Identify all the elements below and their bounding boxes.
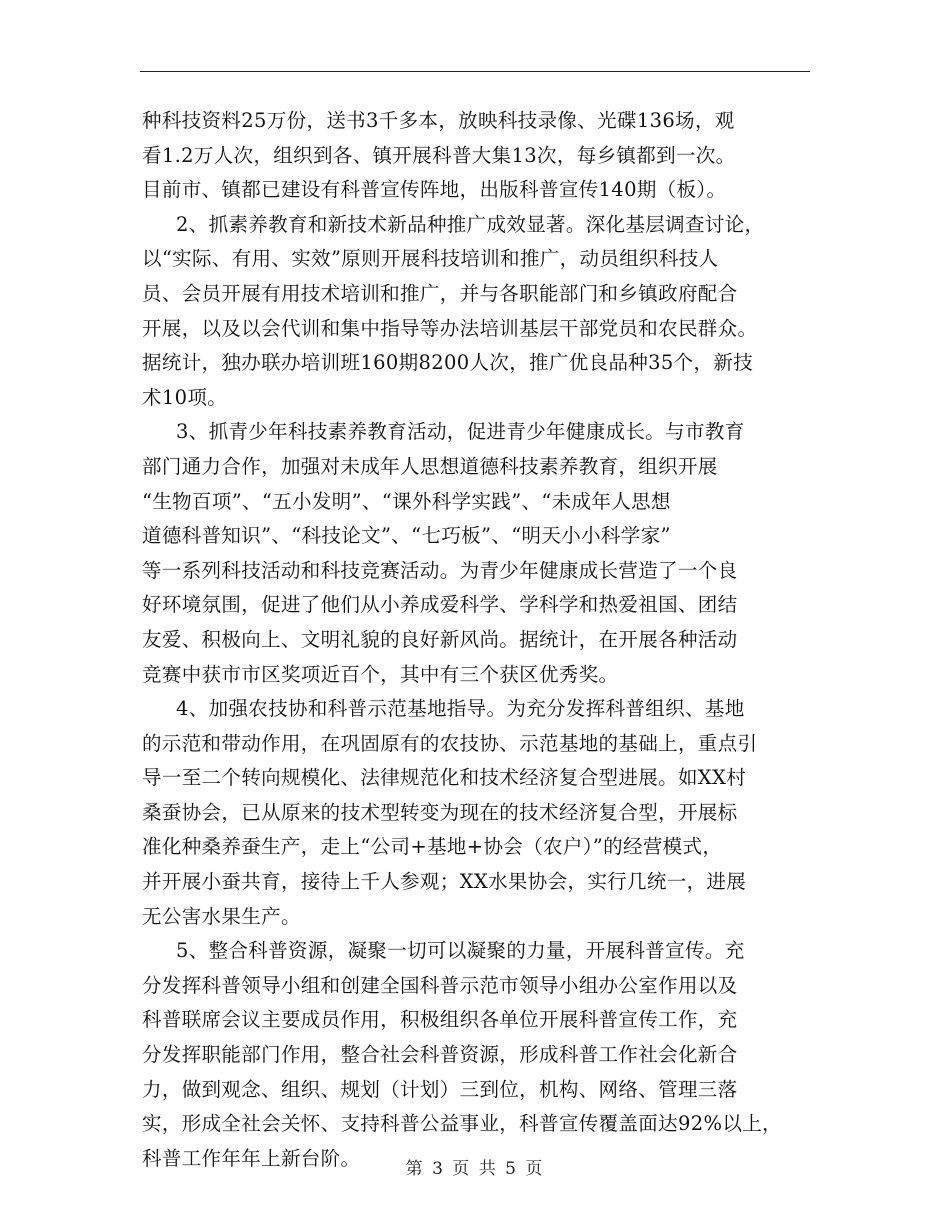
text-line: 导一至二个转向规模化、法律规范化和技术经济复合型进展。如XX村 bbox=[142, 766, 747, 790]
text-line: 据统计，独办联办培训班160期8200人次，推广优良品种35个，新技 bbox=[142, 351, 754, 375]
header-rule bbox=[140, 71, 810, 72]
text-line: 竞赛中获市市区奖项近百个，其中有三个获区优秀奖。 bbox=[142, 662, 619, 686]
text-line: 力，做到观念、组织、规划（计划）三到位，机构、网络、管理三落 bbox=[142, 1077, 738, 1101]
text-line: 种科技资料25万份，送书3千多本，放映科技录像、光碟136场，观 bbox=[142, 109, 735, 132]
paragraph-2-first-line: 2、抓素养教育和新技术新品种推广成效显著。深化基层调查讨论， bbox=[176, 212, 765, 236]
paragraph-4-first-line: 4、加强农技协和科普示范基地指导。为充分发挥科普组织、基地 bbox=[176, 697, 745, 721]
text-line: 友爱、积极向上、文明礼貌的良好新风尚。据统计，在开展各种活动 bbox=[142, 627, 738, 651]
text-line: 员、会员开展有用技术培训和推广，并与各职能部门和乡镇政府配合 bbox=[142, 281, 738, 305]
document-body bbox=[142, 104, 832, 1176]
text-line: 分发挥职能部门作用，整合社会科普资源，形成科普工作社会化新合 bbox=[142, 1043, 738, 1067]
paragraph-5-first-line: 5、整合科普资源，凝聚一切可以凝聚的力量，开展科普宣传。充 bbox=[176, 939, 745, 963]
text-line: “生物百项”、“五小发明”、“课外科学实践”、“未成年人思想 bbox=[142, 489, 671, 513]
text-line: 分发挥科普领导小组和创建全国科普示范市领导小组办公室作用以及 bbox=[142, 973, 738, 997]
text-line: 部门通力合作，加强对未成年人思想道德科技素养教育，组织开展 bbox=[142, 454, 718, 478]
text-line: 以“实际、有用、实效”原则开展科技培训和推广，动员组织科技人 bbox=[142, 247, 719, 271]
text-line: 科普工作年年上新台阶。 bbox=[142, 1146, 361, 1170]
text-line: 实，形成全社会关怀、支持科普公益事业，科普宣传覆盖面达92%以上， bbox=[142, 1112, 782, 1136]
text-line: 的示范和带动作用，在巩固原有的农技协、示范基地的基础上，重点引 bbox=[142, 731, 758, 755]
text-line: 术10项。 bbox=[142, 385, 228, 409]
text-line: 目前市、镇都已建设有科普宣传阵地，出版科普宣传140期（板）。 bbox=[142, 178, 727, 202]
text-line: 准化种桑养蚕生产，走上“公司+基地+协会（农户）”的经营模式， bbox=[142, 835, 723, 859]
text-line: 并开展小蚕共育，接待上千人参观；XX水果协会，实行几统一，进展 bbox=[142, 870, 747, 894]
text-line: 科普联席会议主要成员作用，积极组织各单位开展科普宣传工作，充 bbox=[142, 1008, 738, 1032]
text-line: 道德科普知识”、“科技论文”、“七巧板”、“明天小小科学家” bbox=[142, 524, 671, 548]
text-line: 开展，以及以会代训和集中指导等办法培训基层干部党员和农民群众。 bbox=[142, 316, 758, 340]
paragraph-3-first-line: 3、抓青少年科技素养教育活动，促进青少年健康成长。与市教育 bbox=[176, 420, 745, 444]
text-line: 好环境氛围，促进了他们从小养成爱科学、学科学和热爱祖国、团结 bbox=[142, 593, 738, 617]
text-line: 看1.2万人次，组织到各、镇开展科普大集13次，每乡镇都到一次。 bbox=[142, 143, 736, 167]
text-line: 等一系列科技活动和科技竞赛活动。为青少年健康成长营造了一个良 bbox=[142, 558, 738, 582]
page-number: 第 3 页 共 5 页 bbox=[405, 1159, 545, 1179]
text-line: 桑蚕协会，已从原来的技术型转变为现在的技术经济复合型，开展标 bbox=[142, 800, 738, 824]
text-line: 无公害水果生产。 bbox=[142, 904, 301, 928]
